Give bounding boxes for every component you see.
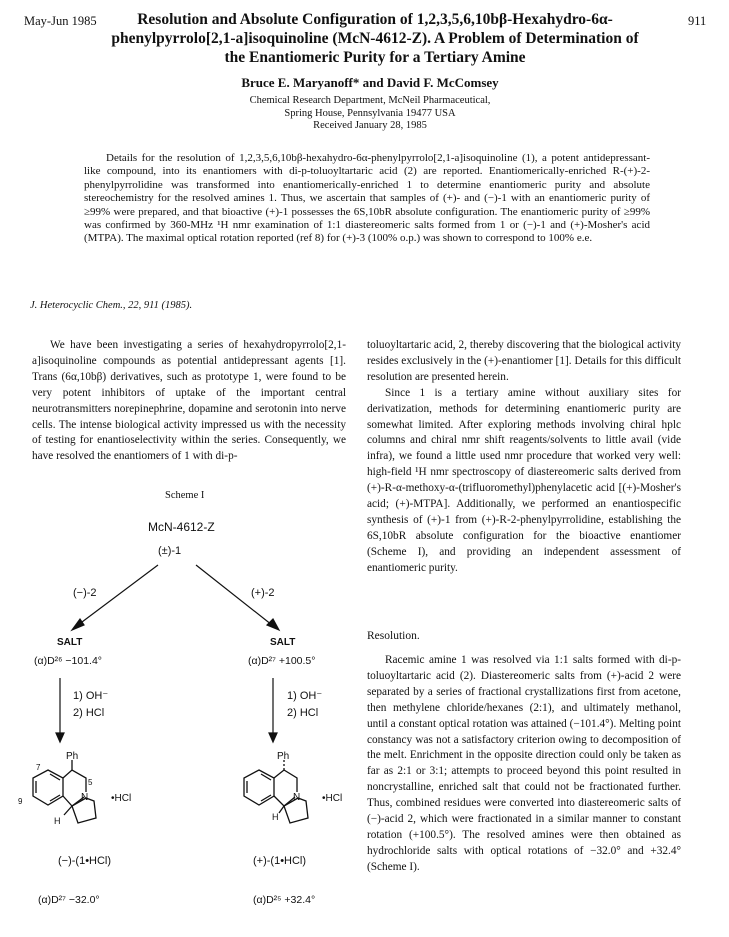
- right-arrowhead: [267, 619, 279, 630]
- right-step-2: 2) HCl: [287, 707, 319, 719]
- affiliation-line-1: Chemical Research Department, McNeil Pharmaceutical,: [249, 95, 491, 106]
- resolution-paragraph: Racemic amine 1 was resolved via 1:1 salts formed with di-p-toluoyltartaric acid (2). Diastereomeric salts from (+)-acid 2 were separated by a series of fractional crystallizations first from acetone, then methylene chloride/hexanes (2:1), and ultimately methanol, until a constant optical rotation was attained (−101.4°). Melting point constancy was not a satisfactory criterion owing to decomposition of the melt. Enrichment in the opposite direction could only be taken as far as 2:1 or 3:1; attempts to proceed beyond this point resulted in noncrystalline, enriched salt that could not be fractionated further. Thus, combined residues were converted into diastereomeric salts of (−)-acid 2, which were fractionated in a similar manner to constant rotation (+100.5°). The resolved amines were then obtained as hydrochloride salts with optical rotations of −32.0° and +32.4° (Scheme I).: [367, 654, 681, 873]
- left-pos7-label: 7: [36, 763, 41, 772]
- section-heading: Resolution.: [367, 630, 420, 642]
- right-h-bond: [279, 806, 284, 813]
- left-ph-label: Ph: [66, 751, 79, 762]
- right-structure: [244, 760, 308, 823]
- left-pos5-label: 5: [88, 778, 93, 787]
- left-arrowhead: [72, 619, 84, 630]
- left-structure: [33, 760, 96, 823]
- left-step-2: 2) HCl: [73, 707, 105, 719]
- left-reagent: (−)-2: [73, 587, 97, 599]
- abstract: Details for the resolution of 1,2,3,5,6,10bβ-hexahydro-6α-phenylpyrrolo[2,1-a]isoquinoline (1), a potent antidepressant-like compound, into its enantiomers with di-p-toluoyltartaric acid (2) are reported. Enantiomerically-enriched R-(+)-2-phenylpyrrolidine was transformed into enantiomerically-enriched 1 to determine enantiomeric purity and absolute stereochemistry for the resolved amines 1. Thus, we ascertain that samples of (+)- and (−)-1 with an enantiomeric purity of ≥99% were prepared, and that bioactive (+)-1 possesses the 6S,10bR absolute configuration. The enantiomeric purity of ≥99% was confirmed by 360-MHz ¹H nmr examination of 1:1 diastereomeric salts formed from 1 or (−)-1 and (+)-Mosher's acid (MTPA). The maximal optical rotation reported (ref 8) for (+)-3 (100% o.p.) was shown to correspond to 100% e.e.: [84, 152, 650, 245]
- journal-issue: May-Jun 1985: [24, 14, 97, 28]
- right-benzene-ring: [244, 770, 274, 805]
- body-right-column: [367, 338, 681, 577]
- affiliation-line-2: Spring House, Pennsylvania 19477 USA: [284, 107, 456, 119]
- paragraph: toluoyltartaric acid, 2, thereby discovering that the biological activity resides exclusively in the (+)-enantiomer [1]. Details for this difficult resolution are presented herein.: [367, 339, 681, 383]
- journal-reference: J. Heterocyclic Chem., 22, 911 (1985).: [30, 300, 193, 311]
- right-reagent: (+)-2: [251, 587, 275, 599]
- right-n-label: N: [293, 792, 301, 803]
- right-pyrrolidine-ring: [284, 798, 308, 823]
- right-hcl-label: •HCl: [322, 793, 343, 804]
- left-product-label: (−)-(1•HCl): [58, 855, 112, 867]
- right-step-1: 1) OH⁻: [287, 690, 323, 702]
- left-step-1: 1) OH⁻: [73, 690, 109, 702]
- left-pyrrolidine-ring: [72, 798, 96, 823]
- left-h-bond: [64, 806, 72, 815]
- left-final-rotation: (α)D²⁷ −32.0°: [38, 894, 100, 906]
- article-title: Resolution and Absolute Configuration of 1,2,3,5,6,10bβ-Hexahydro-6α-phenylpyrrolo[2,1-a]isoquinoline (McN-4612-Z). A Problem of Determination of the Enantiomeric Purity for a Tertiary Amine: [111, 11, 639, 66]
- left-down-arrowhead: [56, 733, 64, 742]
- right-down-arrowhead: [269, 733, 277, 742]
- racemate-label: (±)-1: [158, 545, 182, 557]
- right-final-rotation: (α)D²⁵ +32.4°: [253, 894, 316, 906]
- left-piperidine-ring: [63, 770, 86, 792]
- paragraph: Since 1 is a tertiary amine without auxiliary sites for derivatization, methods for determining enantiomeric purity are somewhat limited. After exploring methods involving chiral hplc columns and chiral nmr shift reagents/solvents to little avail (vide infra), we found a little used nmr procedure that worked very well: high-field ¹H nmr spectroscopy of diastereomeric salts derived from (+)-R-α-methoxy-α-(trifluoromethyl)phenylacetic acid [(+)-Mosher's acid; (+)-MTPA]. Additionally, we performed an enantiospecific synthesis of (+)-1 from (+)-R-2-phenylpyrrolidine, establishing the 6S,10bR absolute configuration for the bioactive enantiomer (Scheme I), and providing an independent assessment of enantiomeric purity.: [367, 386, 681, 574]
- left-hcl-label: •HCl: [111, 793, 132, 804]
- left-branch-arrow: [78, 565, 158, 625]
- authors: Bruce E. Maryanoff* and David F. McComsey: [241, 75, 499, 90]
- left-salt-label: SALT: [57, 637, 83, 648]
- right-product-label: (+)-(1•HCl): [253, 855, 307, 867]
- compound-code: McN-4612-Z: [148, 520, 215, 534]
- left-pos9-label: 9: [18, 797, 23, 806]
- right-salt-label: SALT: [270, 637, 296, 648]
- scheme-label: Scheme I: [165, 490, 205, 501]
- body-left-column: We have been investigating a series of hexahydropyrrolo[2,1-a]isoquinoline compounds as potential antidepressant agents [1]. Trans (6α,10bβ) derivatives, such as prototype 1, were found to be very potent inhibitors of uptake of the important central neurotransmitters norepinephrine, dopamine and serotonin into nerve cells. The intense biological activity impressed us with the necessity of testing for enantioselectivity within the series. Consequently, we have resolved the enantiomers of 1 with di-p-: [32, 339, 346, 463]
- right-branch-arrow: [196, 565, 272, 625]
- right-ph-label: Ph: [277, 751, 290, 762]
- right-salt-rotation: (α)D²⁷ +100.5°: [248, 655, 316, 667]
- left-salt-rotation: (α)D²⁶ −101.4°: [34, 655, 102, 667]
- left-h-label: H: [54, 816, 61, 826]
- left-n-label: N: [81, 792, 89, 803]
- received-date: Received January 28, 1985: [313, 120, 427, 131]
- page-number: 911: [688, 14, 707, 28]
- right-h-label: H: [272, 812, 279, 822]
- right-piperidine-ring: [274, 770, 297, 792]
- scheme-diagram: [0, 0, 360, 937]
- left-benzene-ring: [33, 770, 63, 805]
- scheme-lines: [0, 0, 360, 937]
